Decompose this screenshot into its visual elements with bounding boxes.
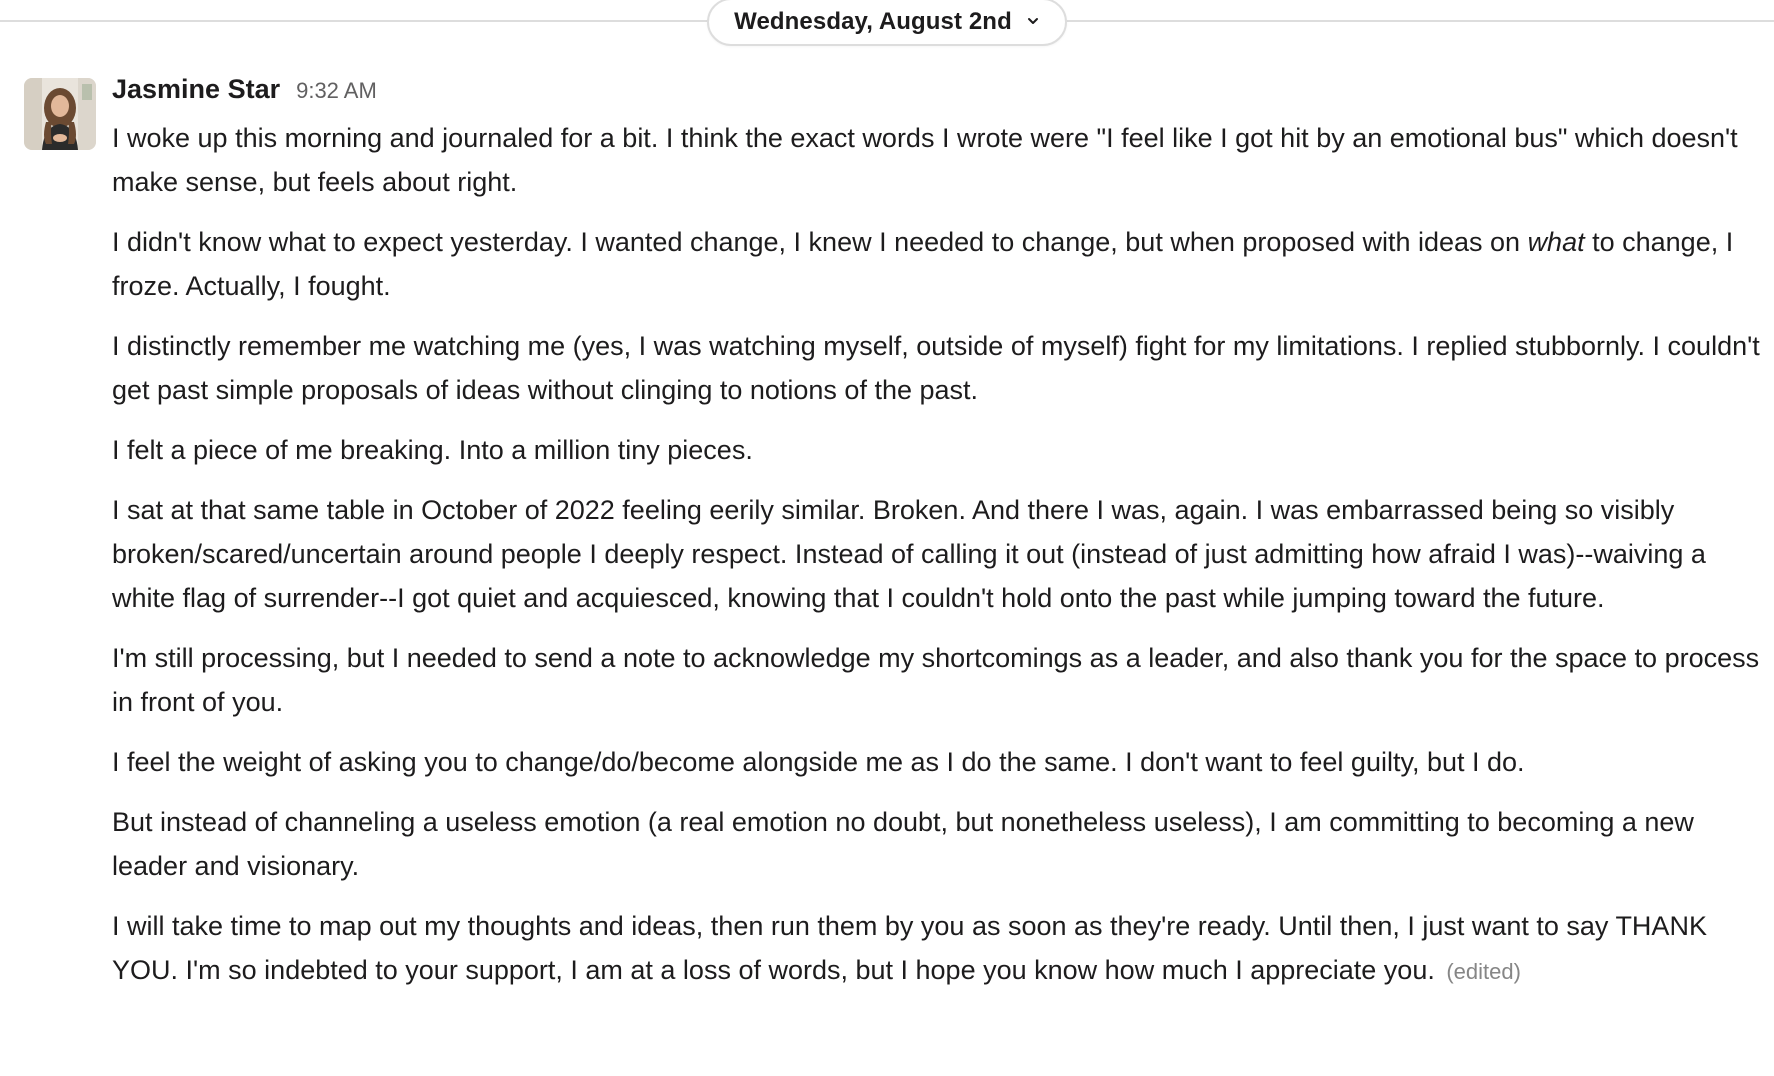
paragraph-text: I'm still processing, but I needed to send a note to acknowledge my shortcomings as a leader, and also thank you for the space to process in front of you. <box>112 643 1760 717</box>
message-paragraph <box>112 800 1762 888</box>
date-label: Wednesday, August 2nd <box>734 8 1012 35</box>
message-paragraph <box>112 904 1762 994</box>
message-paragraph <box>112 116 1762 204</box>
message-paragraph <box>112 636 1762 724</box>
edited-label: (edited) <box>1446 959 1521 984</box>
emphasis-text: what <box>1527 227 1585 257</box>
paragraph-text: I woke up this morning and journaled for a bit. I think the exact words I wrote were "I feel like I got hit by an emotional bus" which doesn't make sense, but feels about right. <box>112 123 1738 197</box>
message-header <box>112 70 1762 114</box>
chevron-down-icon <box>1026 14 1040 28</box>
timestamp[interactable]: 9:32 AM <box>296 78 377 103</box>
author-name[interactable]: Jasmine Star <box>112 74 281 104</box>
paragraph-text: But instead of channeling a useless emotion (a real emotion no doubt, but nonetheless useless), I am committing to becoming a new leader and visionary. <box>112 807 1694 881</box>
paragraph-text: I will take time to map out my thoughts and ideas, then run them by you as soon as they're ready. Until then, I just want to say THANK YOU. I'm so indebted to your support, I am at a loss of words, but I hope you know how much I appreciate you. <box>112 911 1707 985</box>
message-text <box>112 116 1762 994</box>
paragraph-text: I felt a piece of me breaking. Into a million tiny pieces. <box>112 435 753 465</box>
user-avatar-icon <box>24 78 96 150</box>
message-paragraph <box>112 220 1762 308</box>
message-paragraph <box>112 428 1762 472</box>
message-paragraph <box>112 488 1762 620</box>
date-divider <box>0 0 1774 50</box>
paragraph-text: I feel the weight of asking you to change/do/become alongside me as I do the same. I don't want to feel guilty, but I do. <box>112 747 1525 777</box>
paragraph-text: to change, I froze. Actually, I fought. <box>112 227 1734 301</box>
message-paragraph <box>112 740 1762 784</box>
paragraph-text: I distinctly remember me watching me (yes, I was watching myself, outside of myself) fight for my limitations. I replied stubbornly. I couldn't get past simple proposals of ideas without clinging to notions of the past. <box>112 331 1760 405</box>
paragraph-text: I sat at that same table in October of 2022 feeling eerily similar. Broken. And there I was, again. I was embarrassed being so visibly broken/scared/uncertain around people I deeply respect. Instead of calling it out (instead of just admitting how afraid I was)--waiving a white flag of surrender--I got quiet and acquiesced, knowing that I couldn't hold onto the past while jumping toward the future. <box>112 495 1706 613</box>
avatar[interactable] <box>24 78 96 150</box>
date-jump-button[interactable] <box>707 0 1067 46</box>
message-body <box>112 70 1762 1010</box>
message-paragraph <box>112 324 1762 412</box>
paragraph-text: I didn't know what to expect yesterday. I wanted change, I knew I needed to change, but when proposed with ideas on <box>112 227 1528 257</box>
